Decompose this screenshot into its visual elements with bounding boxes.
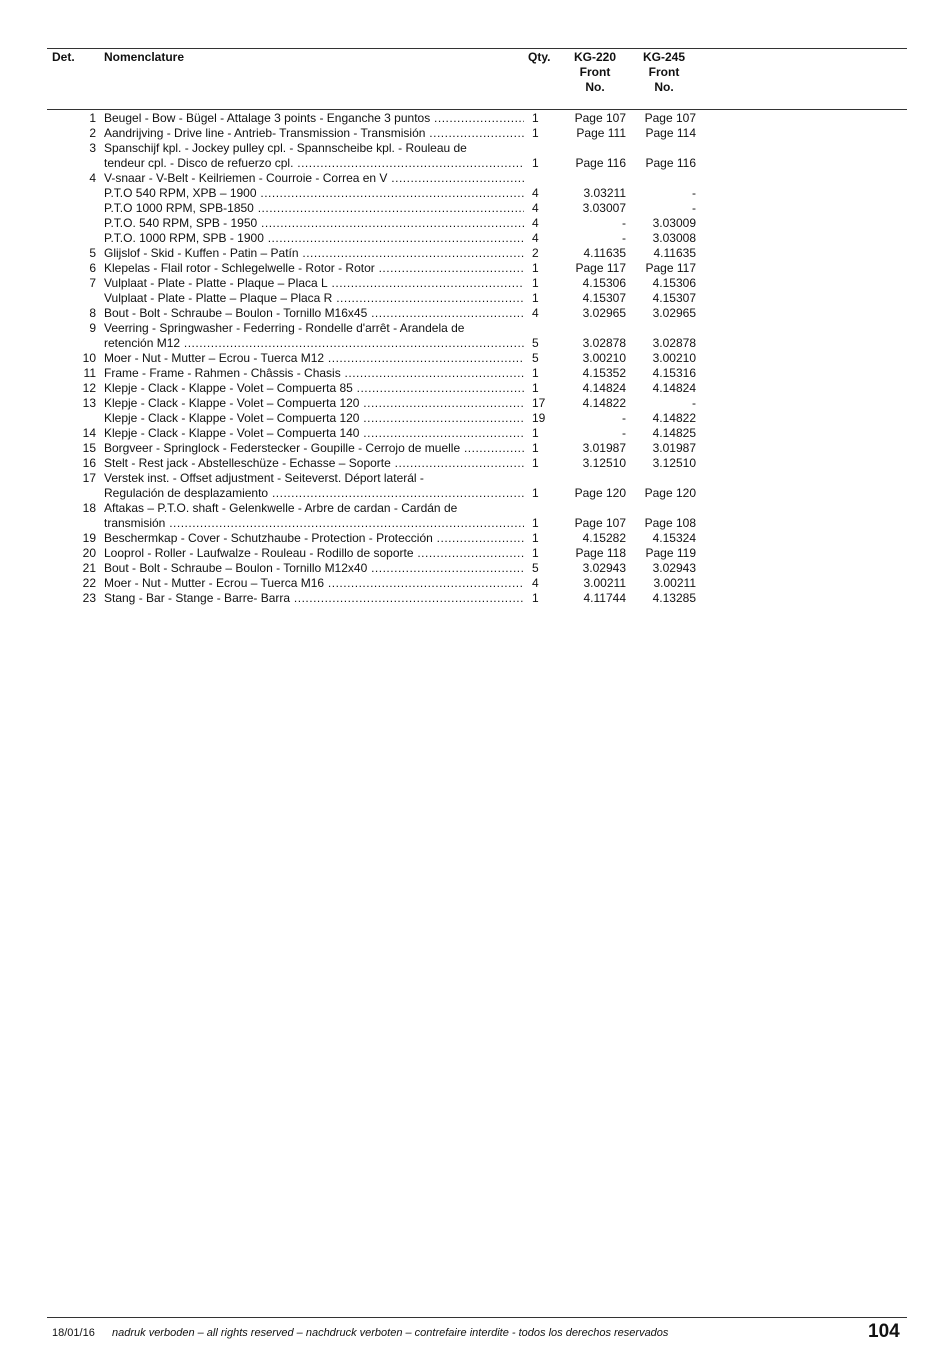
part-description: Klepje - Clack - Klappe - Volet – Compuerta 120 .....	[104, 396, 524, 411]
quantity: 1	[532, 546, 539, 560]
part-description: Looprol - Roller - Laufwalze - Rouleau - Rodillo de soporte .....	[104, 546, 524, 561]
part-description: V-snaar - V-Belt - Keilriemen - Courroie - Correa en V .....	[104, 171, 524, 186]
quantity: 19	[532, 411, 546, 425]
column-header-kg220	[556, 50, 634, 95]
quantity: 1	[532, 426, 539, 440]
det-number: 12	[82, 381, 96, 395]
kg245-reference: 3.03009	[652, 216, 696, 230]
table-row	[0, 501, 950, 516]
table-row	[0, 276, 950, 291]
part-description: P.T.O 540 RPM, XPB – 1900 .....	[104, 186, 524, 201]
det-number: 14	[82, 426, 96, 440]
kg245-reference: 4.15324	[652, 531, 696, 545]
det-number: 6	[89, 261, 96, 275]
quantity: 1	[532, 441, 539, 455]
part-description: Vulplaat - Plate - Platte – Plaque – Placa R .....	[104, 291, 524, 306]
quantity: 1	[532, 591, 539, 605]
kg220-reference: -	[622, 411, 626, 425]
kg245-reference: Page 108	[644, 516, 696, 530]
kg245-reference: 4.14824	[652, 381, 696, 395]
quantity: 1	[532, 456, 539, 470]
part-description: retención M12 .....	[104, 336, 524, 351]
kg220-model: KG-220	[573, 50, 617, 64]
part-description: Borgveer - Springlock - Federstecker - Goupille - Cerrojo de muelle .....	[104, 441, 524, 456]
det-number: 9	[89, 321, 96, 335]
det-number: 13	[82, 396, 96, 410]
kg220-reference: Page 116	[575, 156, 626, 170]
quantity: 4	[532, 576, 539, 590]
quantity: 4	[532, 231, 539, 245]
table-row	[0, 141, 950, 156]
kg220-reference: 4.15352	[582, 366, 626, 380]
part-description: Bout - Bolt - Schraube – Boulon - Tornillo M12x40 .....	[104, 561, 524, 576]
parts-list	[0, 111, 950, 606]
quantity: 1	[532, 261, 539, 275]
kg245-model: KG-245	[642, 50, 686, 64]
det-number: 19	[82, 531, 96, 545]
kg220-reference: 3.02878	[582, 336, 626, 350]
kg245-reference: 3.03008	[652, 231, 696, 245]
part-description: Beugel - Bow - Bügel - Attalage 3 points - Enganche 3 puntos .....	[104, 111, 524, 126]
part-description: Vulplaat - Plate - Platte - Plaque – Placa L .....	[104, 276, 524, 291]
kg245-reference: 3.00210	[652, 351, 696, 365]
part-description: tendeur cpl. - Disco de refuerzo cpl. .....	[104, 156, 524, 171]
det-number: 23	[82, 591, 96, 605]
kg245-reference: -	[692, 186, 696, 200]
part-description: Bout - Bolt - Schraube – Boulon - Tornillo M16x45 .....	[104, 306, 524, 321]
table-row	[0, 366, 950, 381]
table-row	[0, 396, 950, 411]
quantity: 4	[532, 201, 539, 215]
table-row	[0, 306, 950, 321]
quantity: 1	[532, 381, 539, 395]
quantity: 1	[532, 531, 539, 545]
column-header-nomenclature: Nomenclature	[104, 50, 185, 64]
table-row	[0, 201, 950, 216]
quantity: 1	[532, 126, 539, 140]
kg220-reference: 4.15282	[582, 531, 626, 545]
kg220-reference: Page 117	[575, 261, 626, 275]
kg245-reference: Page 114	[645, 126, 696, 140]
det-number: 1	[89, 111, 96, 125]
header-bottom-rule	[47, 109, 907, 110]
kg245-reference: 4.14822	[652, 411, 696, 425]
header-top-rule	[47, 48, 907, 49]
det-number: 4	[89, 171, 96, 185]
copyright-notice: nadruk verboden – all rights reserved – nachdruck verboten – contrefaire interdite - todos los derechos reservados	[112, 1327, 669, 1339]
kg220-position: Front	[579, 65, 611, 79]
part-description: Klepje - Clack - Klappe - Volet – Compuerta 140 .....	[104, 426, 524, 441]
table-row	[0, 381, 950, 396]
kg245-reference: 4.14825	[652, 426, 696, 440]
part-description: Klepje - Clack - Klappe - Volet – Compuerta 120 .....	[104, 411, 524, 426]
quantity: 4	[532, 216, 539, 230]
det-number: 15	[82, 441, 96, 455]
kg220-reference: 4.15306	[582, 276, 626, 290]
table-row	[0, 591, 950, 606]
quantity: 1	[532, 276, 539, 290]
footer-date: 18/01/16	[52, 1327, 95, 1339]
part-description: P.T.O. 540 RPM, SPB - 1950 .....	[104, 216, 524, 231]
det-number: 21	[82, 561, 96, 575]
det-number: 20	[82, 546, 96, 560]
part-description: Beschermkap - Cover - Schutzhaube - Protection - Protección .....	[104, 531, 524, 546]
table-row	[0, 441, 950, 456]
quantity: 5	[532, 351, 539, 365]
det-number: 2	[89, 126, 96, 140]
table-row	[0, 111, 950, 126]
table-row	[0, 171, 950, 186]
part-description: Moer - Nut - Mutter – Ecrou - Tuerca M12 .....	[104, 351, 524, 366]
table-row	[0, 516, 950, 531]
table-row	[0, 471, 950, 486]
page-number: 104	[868, 1321, 900, 1342]
quantity: 5	[532, 561, 539, 575]
table-row	[0, 561, 950, 576]
kg245-reference: 3.12510	[652, 456, 696, 470]
kg220-reference: Page 107	[574, 516, 626, 530]
part-description: Spanschijf kpl. - Jockey pulley cpl. - Spannscheibe kpl. - Rouleau de	[104, 141, 467, 155]
table-row	[0, 231, 950, 246]
det-number: 17	[82, 471, 96, 485]
kg220-reference: 4.11744	[583, 591, 626, 605]
quantity: 1	[532, 486, 539, 500]
kg245-reference: 4.15316	[652, 366, 696, 380]
det-number: 7	[89, 276, 96, 290]
kg245-reference: Page 116	[645, 156, 696, 170]
kg220-reference: 3.01987	[582, 441, 626, 455]
table-row	[0, 216, 950, 231]
part-description: Aandrijving - Drive line - Antrieb- Transmission - Transmisión .....	[104, 126, 524, 141]
kg245-reference: -	[692, 396, 696, 410]
part-description: P.T.O 1000 RPM, SPB-1850 .....	[104, 201, 524, 216]
quantity: 1	[532, 516, 539, 530]
kg220-reference: 4.15307	[582, 291, 626, 305]
quantity: 1	[532, 156, 539, 170]
quantity: 17	[532, 396, 546, 410]
kg245-reference: 3.01987	[652, 441, 696, 455]
kg245-reference: -	[692, 201, 696, 215]
kg220-reference: 4.14822	[582, 396, 626, 410]
quantity: 1	[532, 291, 539, 305]
part-description: Klepelas - Flail rotor - Schlegelwelle - Rotor - Rotor .....	[104, 261, 524, 276]
kg245-no: No.	[654, 80, 674, 94]
kg220-reference: 3.00210	[582, 351, 626, 365]
table-row	[0, 411, 950, 426]
part-description: Glijslof - Skid - Kuffen - Patin – Patín .....	[104, 246, 524, 261]
part-description: Aftakas – P.T.O. shaft - Gelenkwelle - Arbre de cardan - Cardán de	[104, 501, 458, 515]
quantity: 2	[532, 246, 539, 260]
table-row	[0, 336, 950, 351]
det-number: 16	[82, 456, 96, 470]
table-row	[0, 156, 950, 171]
kg245-reference: Page 120	[644, 486, 696, 500]
quantity: 4	[532, 306, 539, 320]
table-row	[0, 486, 950, 501]
kg220-reference: 3.03211	[583, 186, 626, 200]
kg220-reference: -	[622, 426, 626, 440]
kg245-reference: Page 117	[645, 261, 696, 275]
kg220-reference: Page 118	[575, 546, 626, 560]
det-number: 22	[82, 576, 96, 590]
kg220-reference: 3.12510	[582, 456, 626, 470]
column-header-qty: Qty.	[528, 50, 551, 64]
det-number: 18	[82, 501, 96, 515]
det-number: 10	[82, 351, 96, 365]
table-row	[0, 261, 950, 276]
part-description: Moer - Nut - Mutter - Ecrou – Tuerca M16 .....	[104, 576, 524, 591]
kg245-reference: 3.02943	[652, 561, 696, 575]
kg245-reference: Page 119	[645, 546, 696, 560]
quantity: 4	[532, 186, 539, 200]
table-row	[0, 456, 950, 471]
part-description: Klepje - Clack - Klappe - Volet – Compuerta 85 .....	[104, 381, 524, 396]
table-row	[0, 546, 950, 561]
kg220-reference: Page 107	[574, 111, 626, 125]
quantity: 5	[532, 336, 539, 350]
table-row	[0, 126, 950, 141]
column-header-det: Det.	[52, 50, 75, 64]
kg245-reference: 3.02965	[652, 306, 696, 320]
kg245-reference: 4.13285	[652, 591, 696, 605]
part-description: P.T.O. 1000 RPM, SPB - 1900 .....	[104, 231, 524, 246]
det-number: 8	[89, 306, 96, 320]
column-header-kg245	[628, 50, 700, 95]
kg245-reference: 4.11635	[653, 246, 696, 260]
part-description: Veerring - Springwasher - Federring - Rondelle d'arrêt - Arandela de	[104, 321, 465, 335]
kg220-reference: 3.00211	[583, 576, 626, 590]
kg220-reference: 4.14824	[582, 381, 626, 395]
quantity: 1	[532, 111, 539, 125]
kg245-reference: 3.02878	[652, 336, 696, 350]
kg220-reference: Page 111	[576, 126, 626, 140]
kg220-reference: 3.02943	[582, 561, 626, 575]
det-number: 5	[89, 246, 96, 260]
table-row	[0, 531, 950, 546]
kg220-reference: 3.03007	[582, 201, 626, 215]
kg220-reference: Page 120	[574, 486, 626, 500]
table-row	[0, 426, 950, 441]
part-description: Stang - Bar - Stange - Barre- Barra .....	[104, 591, 524, 606]
kg220-reference: -	[622, 216, 626, 230]
table-row	[0, 351, 950, 366]
kg245-reference: Page 107	[644, 111, 696, 125]
table-row	[0, 246, 950, 261]
kg220-no: No.	[585, 80, 605, 94]
det-number: 11	[83, 366, 96, 380]
kg245-reference: 3.00211	[653, 576, 696, 590]
part-description: Regulación de desplazamiento .....	[104, 486, 524, 501]
part-description: transmisión .....	[104, 516, 524, 531]
kg220-reference: -	[622, 231, 626, 245]
kg220-reference: 4.11635	[583, 246, 626, 260]
table-row	[0, 576, 950, 591]
table-row	[0, 321, 950, 336]
table-row	[0, 291, 950, 306]
kg245-reference: 4.15307	[652, 291, 696, 305]
part-description: Verstek inst. - Offset adjustment - Seiteverst. Déport laterál -	[104, 471, 424, 485]
footer-rule	[47, 1317, 907, 1318]
table-row	[0, 186, 950, 201]
part-description: Frame - Frame - Rahmen - Châssis - Chasis .....	[104, 366, 524, 381]
kg220-reference: 3.02965	[582, 306, 626, 320]
quantity: 1	[532, 366, 539, 380]
part-description: Stelt - Rest jack - Abstelleschüze - Echasse – Soporte .....	[104, 456, 524, 471]
kg245-position: Front	[648, 65, 680, 79]
det-number: 3	[89, 141, 96, 155]
kg245-reference: 4.15306	[652, 276, 696, 290]
